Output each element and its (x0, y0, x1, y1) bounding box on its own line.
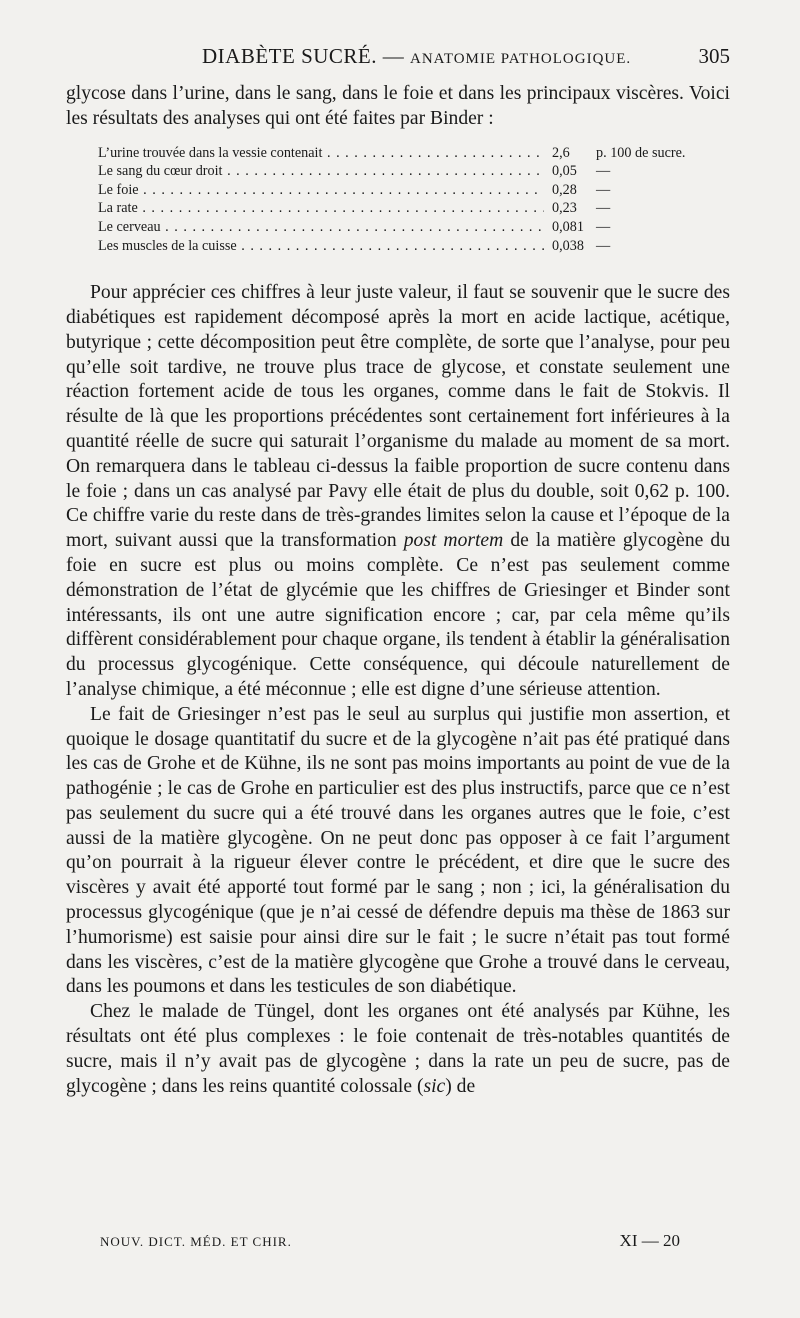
footer-signature-text: NOUV. DICT. MÉD. ET CHIR. (100, 1234, 292, 1249)
paragraph-2: Le fait de Griesinger n’est pas le seul au surplus qui justifie mon assertion, et quoique le dosage quantitatif du sucre et de la glycogène n’ait pas été pratiqué dans les cas de Grohe et de Kühne, ils ne sont pas moins importants au point de vue de la pathogénie ; le cas de Grohe en particulier est des plus instructifs, parce que ce n’est pas seulement du sucre qui a été trouvé dans les organes autres que le foie, c’est aussi de la matière glycogène. On ne peut donc pas opposer à ce fait l’argument qu’on pourrait à la rigueur élever contre le précédent, et dire que le sucre des viscères y avait été apporté tout formé par le sang ; non ; ici, la généralisation du processus glycogénique (que je n’ai cessé de défendre depuis ma thèse de 1863 sur l’humorisme) est saisie pour ainsi dire sur le fait ; le sucre n’était pas tout formé dans les viscères, c’est de la matière glycogène que Grohe a trouvé dans le cerveau, dans les poumons et dans les testicules de son diabétique. (66, 703, 730, 998)
row-label: Le sang du cœur droit (98, 163, 223, 180)
table-row (98, 181, 710, 200)
row-unit: — (596, 181, 611, 198)
table-row (98, 237, 710, 256)
row-label: La rate (98, 200, 138, 217)
analysis-table (98, 144, 710, 256)
paragraph-3: Chez le malade de Tüngel, dont les organes ont été analysés par Kühne, les résultats ont été plus complexes : le foie contenait de très-notables quantités de sucre, mais il n’y avait pas de glycogène ; dans la rate un peu de sucre, pas de glycogène ; dans les reins quantité colossale (sic) de (66, 1001, 730, 1097)
running-header (66, 44, 730, 78)
row-value: 0,038 (552, 237, 584, 254)
row-value: 0,28 (552, 181, 577, 198)
row-value: 0,23 (552, 200, 577, 217)
intro-paragraph: glycose dans l’urine, dans le sang, dans le foie et dans les principaux viscères. Voici les résultats des analyses qui ont été faites par Binder : (66, 83, 730, 129)
row-value: 2,6 (552, 144, 570, 161)
row-label: Les muscles de la cuisse (98, 237, 237, 254)
running-title-left: DIABÈTE SUCRÉ. — (202, 44, 405, 68)
table-row (98, 162, 710, 181)
row-unit: p. 100 de sucre. (596, 144, 686, 161)
row-label: Le foie (98, 181, 139, 198)
body-text (66, 82, 730, 1099)
running-title (202, 44, 631, 69)
row-label: Le cerveau (98, 218, 161, 235)
running-title-right: ANATOMIE PATHOLOGIQUE. (410, 51, 632, 67)
page-number: 305 (698, 44, 730, 68)
signature-mark: XI — 20 (619, 1231, 680, 1250)
italic-phrase: post mortem (403, 530, 504, 552)
footer (100, 1231, 680, 1250)
row-value: 0,05 (552, 163, 577, 180)
table-row (98, 144, 710, 163)
table-row (98, 218, 710, 237)
italic-sic: sic (423, 1075, 446, 1097)
row-unit: — (596, 237, 611, 254)
row-unit: — (596, 200, 611, 217)
row-label: L’urine trouvée dans la vessie contenait (98, 144, 323, 161)
row-unit: — (596, 218, 611, 235)
row-value: 0,081 (552, 218, 584, 235)
table-row (98, 199, 710, 218)
paragraph-1: Pour apprécier ces chiffres à leur juste valeur, il faut se souvenir que le sucre des diabétiques est rapidement décomposé après la mort en acide lactique, acétique, butyrique ; cette décomposition peut être complète, de sorte que l’analyse, pour peu qu’elle soit tardive, ne trouve plus trace de glycose, et constate seulement une réaction fortement acide de tous les organes, comme dans le fait de Stokvis. Il résulte de là que les proportions précédentes sont certainement fort inférieures à la quantité réelle de sucre qui saturait l’organisme du malade au moment de sa mort. On remarquera dans le tableau ci-dessus la faible proportion de sucre contenu dans le foie ; dans un cas analysé par Pavy elle était de plus du double, soit 0,62 p. 100. Ce chiffre varie du reste dans de très-grandes limites selon la cause et l’époque de la mort, suivant aussi que la transformation post mortem de la matière glycogène du foie en sucre est plus ou moins complète. Ce n’est pas seulement comme démonstration de l’état de glycémie que les chiffres de Griesinger et Binder sont intéressants, ils ont une autre signification encore ; car, par cela même qu’ils diffèrent considérablement pour chaque organe, ils tendent à établir la généralisation du processus glycogénique. Cette conséquence, qui découle naturellement de l’analyse chimique, a été méconnue ; elle est digne d’une sérieuse attention. (66, 282, 730, 700)
row-unit: — (596, 163, 611, 180)
